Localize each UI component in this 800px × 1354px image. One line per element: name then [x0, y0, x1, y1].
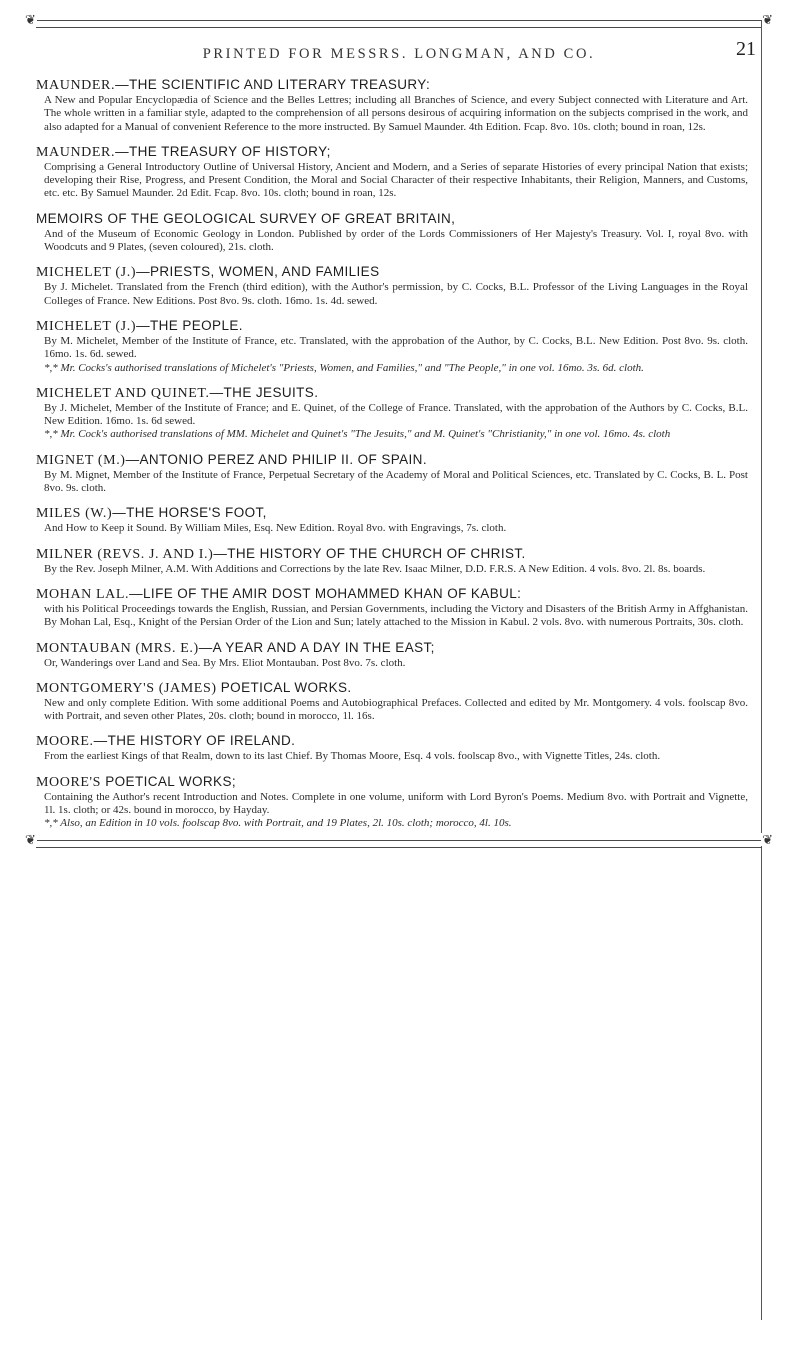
entry-work-title: MEMOIRS OF THE GEOLOGICAL SURVEY OF GREAT BRITAIN, — [36, 210, 456, 226]
entry-work-title: POETICAL WORKS. — [216, 679, 352, 695]
entry-author: MICHELET AND QUINET. — [36, 385, 210, 401]
catalogue-entry — [36, 317, 748, 375]
catalogue-entries — [36, 76, 748, 831]
catalogue-entry — [36, 451, 748, 496]
entry-work-title: —THE HISTORY OF THE CHURCH OF CHRIST. — [213, 545, 526, 561]
entry-description: And How to Keep it Sound. By William Miles, Esq. New Edition. Royal 8vo. with Engravings, 7s. cloth. — [44, 522, 507, 535]
entry-author: MICHELET (J.) — [36, 318, 137, 334]
entry-note: *,* Also, an Edition in 10 vols. foolscap 8vo. with Portrait, and 19 Plates, 2l. 10s. cloth; morocco, 4l. 10s. — [44, 817, 512, 830]
entry-author: MOORE. — [36, 734, 94, 750]
entry-description: By M. Mignet, Member of the Institute of France, Perpetual Secretary of the Academy of Moral and Political Sciences, etc. Translated by C. Cocks, B. L. Post 8vo. 9s. cloth. — [44, 468, 748, 495]
entry-work-title: —PRIESTS, WOMEN, AND FAMILIES — [136, 264, 380, 280]
catalogue-entry — [36, 773, 748, 831]
entry-title — [36, 384, 748, 402]
entry-description: By the Rev. Joseph Milner, A.M. With Additions and Corrections by the late Rev. Isaac Milner, D.D. F.R.S. A New Edition. 4 vols. 8vo. 2l. 8s. boards. — [44, 562, 706, 575]
entry-title — [36, 732, 748, 750]
entry-description: From the earliest Kings of that Realm, down to its last Chief. By Thomas Moore, Esq. 4 vols. foolscap 8vo., with Vignette Titles, 24s. cloth. — [44, 750, 661, 763]
entry-work-title: —THE HORSE'S FOOT, — [112, 505, 267, 521]
entry-title — [36, 639, 748, 657]
entry-description: Containing the Author's recent Introduction and Notes. Complete in one volume, uniform with Lord Byron's Poems. Medium 8vo. with Portrait and Vignette, 1l. 1s. cloth; or 42s. bound in morocco, by Hayday. — [44, 790, 748, 817]
entry-title — [36, 263, 748, 281]
catalogue-entry — [36, 732, 748, 763]
entry-work-title: POETICAL WORKS; — [101, 773, 236, 789]
entry-author: MILNER (REVS. J. AND I.) — [36, 546, 214, 562]
entry-work-title: —ANTONIO PEREZ AND PHILIP II. OF SPAIN. — [125, 451, 427, 467]
entry-title — [36, 317, 748, 335]
entry-work-title: —A YEAR AND A DAY IN THE EAST; — [198, 639, 435, 655]
entry-description: By J. Michelet. Translated from the French (third edition), with the Author's permission, by C. Cocks, B.L. Professor of the Living Languages in the Royal Colleges of France. New Editions. Post 8vo. 9s. cloth. 16mo. 1s. 4d. sewed. — [44, 281, 748, 307]
entry-author: MILES (W.) — [36, 506, 113, 522]
top-rule — [25, 12, 773, 28]
running-title: PRINTED FOR MESSRS. LONGMAN, AND CO. — [202, 46, 596, 62]
catalogue-entry — [36, 639, 748, 670]
entry-author: MIGNET (M.) — [36, 452, 126, 468]
entry-title — [36, 679, 748, 697]
entry-author: MAUNDER. — [36, 144, 116, 160]
side-rule — [761, 20, 762, 1320]
entry-author: MOORE'S — [36, 774, 102, 790]
entry-title — [36, 143, 748, 161]
entry-work-title: —THE PEOPLE. — [136, 317, 243, 333]
catalogue-entry — [36, 679, 748, 724]
entry-author: MAUNDER. — [36, 78, 116, 93]
entry-description: And of the Museum of Economic Geology in London. Published by order of the Lords Commissioners of Her Majesty's Treasury. Vol. I, royal 8vo. with Woodcuts and 9 Plates, (seven coloured), 21s. cloth. — [44, 227, 748, 254]
entry-author: MONTAUBAN (MRS. E.) — [36, 640, 199, 656]
entry-description: A New and Popular Encyclopædia of Science and the Belles Lettres; including all Branches of Science, and every Subject connected with Literature and Art. The whole written in a familiar style, adapted to the comprehension of all persons desirous of acquiring information on the subjects comprised in the work, and also adapted for a Manual of convenient Reference to the more instructed. By Samuel Maunder. 4th Edition. Fcap. 8vo. 10s. cloth; bound in roan, 12s. — [44, 94, 748, 133]
ornament-left-icon: ❦ — [25, 12, 36, 27]
entry-note: *,* Mr. Cock's authorised translations of MM. Michelet and Quinet's "The Jesuits," and M. Quinet's "Christianity," in one vol. 16mo. 4s. cloth — [44, 428, 671, 441]
bottom-rule — [25, 831, 773, 848]
entry-author: MICHELET (J.) — [36, 265, 137, 281]
ornament-left-icon: ❦ — [25, 831, 36, 847]
entry-description: Or, Wanderings over Land and Sea. By Mrs. Eliot Montauban. Post 8vo. 7s. cloth. — [44, 656, 406, 669]
entry-title — [36, 545, 748, 563]
entry-title — [36, 585, 748, 603]
page-header — [36, 38, 762, 68]
entry-work-title: —THE SCIENTIFIC AND LITERARY TREASURY: — [115, 77, 431, 92]
entry-description: New and only complete Edition. With some additional Poems and Autobiographical Prefaces. Collected and edited by Mr. Montgomery. 4 vols. foolscap 8vo. with Portrait, and seven other Plates, 20s. cloth; bound in morocco, 1l. 16s. — [44, 696, 748, 723]
catalogue-entry — [36, 76, 748, 134]
entry-work-title: —THE TREASURY OF HISTORY; — [115, 143, 331, 159]
entry-note: *,* Mr. Cocks's authorised translations of Michelet's "Priests, Women, and Families," and "The People," in one vol. 16mo. 3s. 6d. cloth. — [44, 361, 644, 374]
entry-title — [36, 451, 748, 469]
entry-work-title: —THE JESUITS. — [209, 384, 319, 400]
page — [25, 12, 773, 848]
catalogue-entry — [36, 384, 748, 442]
entry-title — [36, 76, 748, 94]
page-number: 21 — [736, 38, 756, 60]
catalogue-entry — [36, 545, 748, 576]
catalogue-entry — [36, 143, 748, 201]
catalogue-entry — [36, 210, 748, 255]
entry-title — [36, 504, 748, 522]
entry-description: By M. Michelet, Member of the Institute of France, etc. Translated, with the approbation of the Author, by C. Cocks, B.L. New Edition. Post 8vo. 9s. cloth. 16mo. 1s. 6d. sewed. — [44, 334, 748, 361]
catalogue-entry — [36, 585, 748, 630]
ornament-right-icon: ❦ — [762, 831, 773, 847]
entry-author: MONTGOMERY'S (JAMES) — [36, 680, 217, 696]
catalogue-entry — [36, 504, 748, 535]
catalogue-entry — [36, 263, 748, 308]
ornament-right-icon: ❦ — [762, 12, 773, 27]
entry-description: Comprising a General Introductory Outline of Universal History, Ancient and Modern, and a Series of separate Histories of every principal Nation that exists; developing their Rise, Progress, and Present Condition, the Moral and Social Character of their respective Inhabitants, their Religion, Manners, and Customs, etc. etc. By Samuel Maunder. 2d Edit. Fcap. 8vo. 10s. cloth; bound in roan, 12s. — [44, 160, 748, 200]
entry-title — [36, 773, 748, 791]
entry-work-title: —LIFE OF THE AMIR DOST MOHAMMED KHAN OF KABUL: — [129, 585, 522, 601]
entry-description: with his Political Proceedings towards the English, Russian, and Persian Governments, including the Victory and Disasters of the British Army in Affghanistan. By Mohan Lal, Esq., Knight of the Persian Order of the Lion and Sun; lately attached to the Mission in Kabul. 2 vols. 8vo. with numerous Portraits, 30s. cloth. — [44, 602, 748, 629]
entry-work-title: —THE HISTORY OF IRELAND. — [93, 733, 296, 749]
entry-author: MOHAN LAL. — [36, 586, 130, 602]
entry-title — [36, 210, 748, 228]
entry-description: By J. Michelet, Member of the Institute of France; and E. Quinet, of the College of France. Translated, with the approbation of the Authors by C. Cocks, B.L. New Edition. 16mo. 1s. 6d sewed. — [44, 401, 748, 428]
